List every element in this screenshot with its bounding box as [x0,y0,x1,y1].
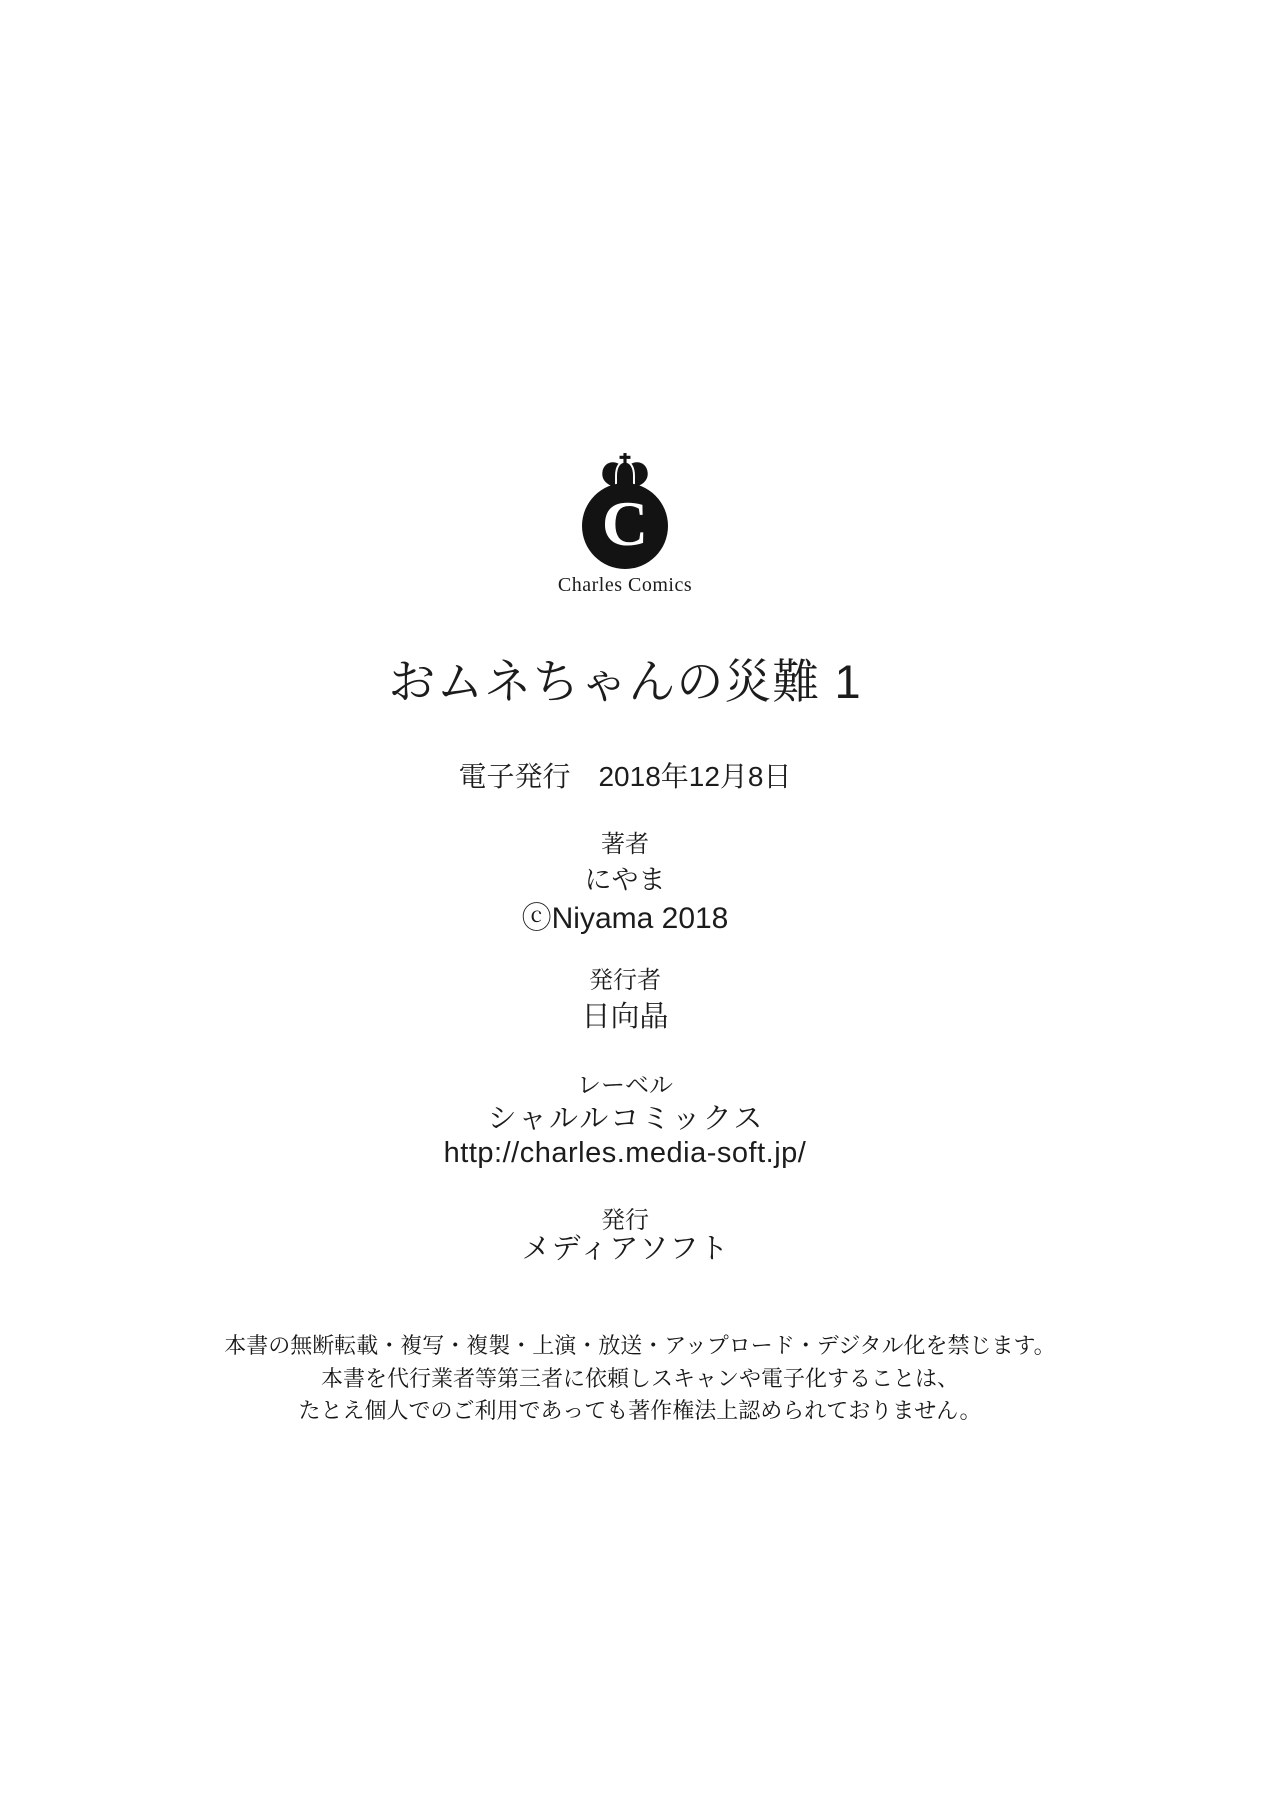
label-url: http://charles.media-soft.jp/ [443,1137,807,1169]
publisher-label: 発行者 [589,967,661,994]
legal-line-1: 本書の無断転載・複写・複製・上演・放送・アップロード・デジタル化を禁じます。 [224,1333,1056,1358]
label-name: シャルルコミックス [487,1103,765,1135]
logo-brand-name: Charles Comics [557,574,693,596]
copyright-line: ⓒNiyama 2018 [521,902,729,935]
legal-line-2: 本書を代行業者等第三者に依頼しスキャンや電子化することは、 [320,1365,959,1391]
publisher-name: 日向晶 [581,1001,669,1033]
legal-line-3: たとえ個人でのご利用であっても著作権法上認められておりません。 [298,1398,982,1423]
logo-monogram: C [601,488,649,559]
author-label: 著者 [601,831,649,858]
label-label: レーベル [577,1072,673,1099]
imprint-name: メディアソフト [521,1233,730,1265]
imprint-label: 発行 [601,1207,649,1234]
charles-comics-logo-mark [582,483,668,569]
legal-notice [0,1330,1280,1428]
book-title: おムネちゃんの災難 1 [388,655,862,708]
publisher-logo [0,451,1250,597]
release-date-line: 電子発行 2018年12月8日 [458,761,792,792]
author-name: にやま [584,865,666,895]
